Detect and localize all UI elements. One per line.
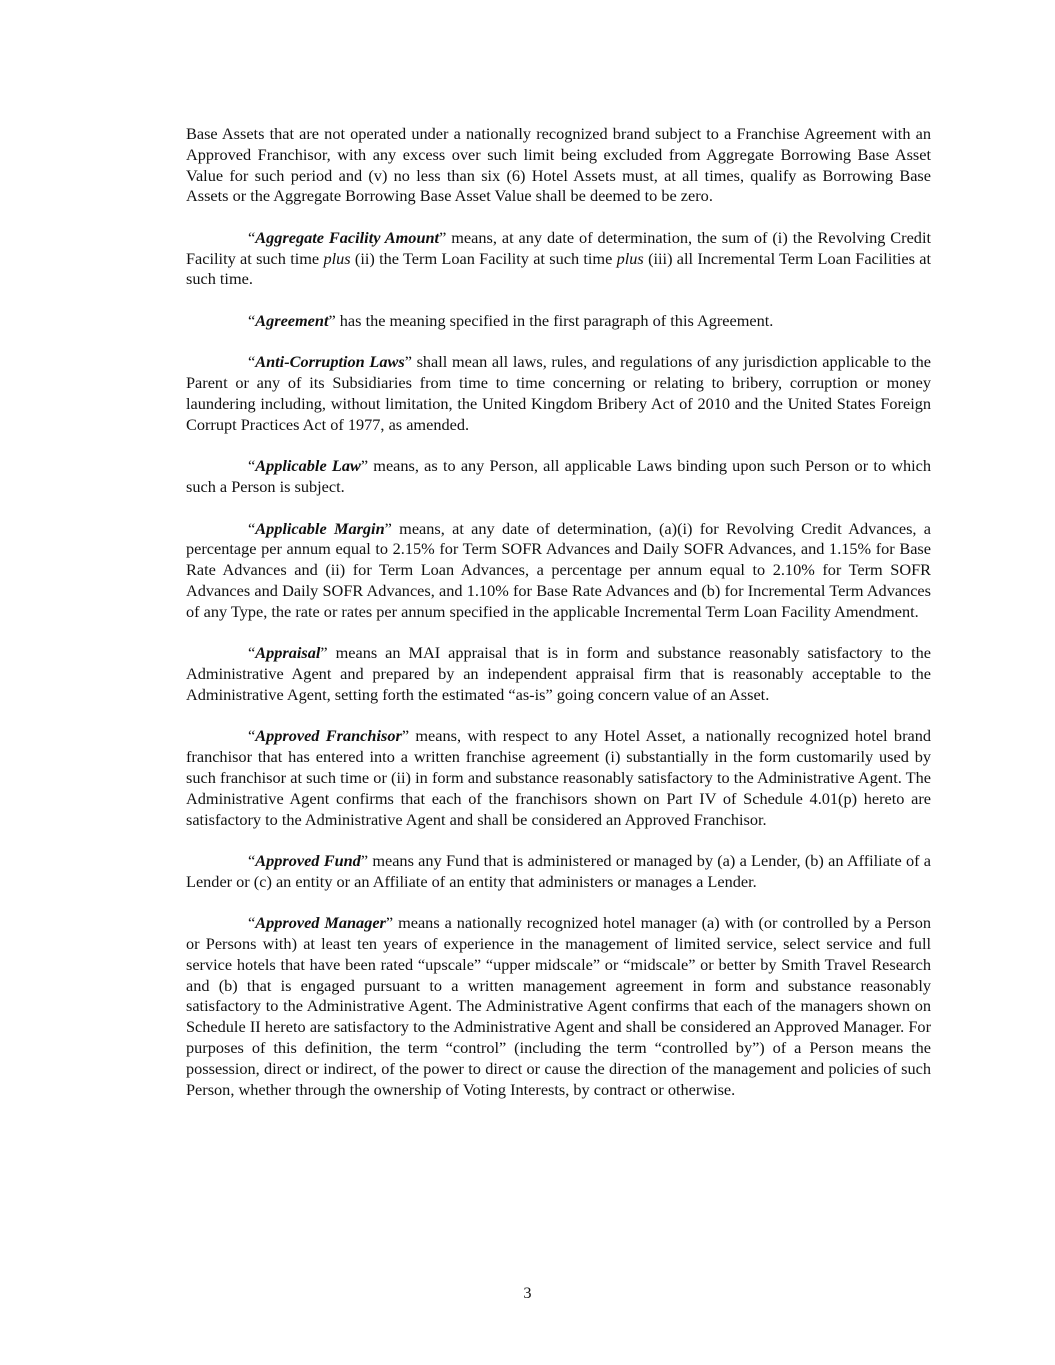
open-quote: “ bbox=[248, 227, 256, 247]
definition-text: ” shall mean all laws, rules, and regulations of any jurisdiction applicable to the Parent or any of its Subsidiaries from time to time concerning or relating to bribery, corruption or money laundering including, without limitation, the United Kingdom Bribery Act of 2010 and the United States Foreign Corrupt Practices Act of 1977, as amended. bbox=[186, 352, 931, 434]
definition-approved-fund bbox=[186, 851, 931, 893]
definition-applicable-law bbox=[186, 456, 931, 498]
definition-text: ” means a nationally recognized hotel manager (a) with (or controlled by a Person or Persons with) at least ten years of experience in the management of limited service, select service and full service hotels that have been rated “upscale” “upper midscale” or “midscale” or better by Smith Travel Research and (b) that is engaged pursuant to a written management agreement in form and substance reasonably satisfactory to the Administrative Agent. The Administrative Agent confirms that each of the managers shown on Schedule II hereto are satisfactory to the Administrative Agent and shall be considered an Approved Manager. For purposes of this definition, the term “control” (including the term “controlled by”) of a Person means the possession, direct or indirect, of the power to direct or cause the direction of the management and policies of such Person, whether through the ownership of Voting Interests, by contract or otherwise. bbox=[186, 913, 932, 1099]
definition-text: ” means, as to any Person, all applicable Laws binding upon such Person or to which such a Person is subject. bbox=[186, 456, 931, 497]
definition-text: ” means an MAI appraisal that is in form and substance reasonably satisfactory to the Administrative Agent and prepared by an independent appraisal firm that is reasonably acceptable to the Administrative Agent, setting forth the estimated “as-is” going concern value of an Asset. bbox=[186, 643, 931, 704]
defined-term: Approved Manager bbox=[255, 913, 386, 933]
paragraph-continuation bbox=[186, 124, 931, 207]
page-number: 3 bbox=[523, 1283, 532, 1302]
definition-text: ” means any Fund that is administered or managed by (a) a Lender, (b) an Affiliate of a Lender or (c) an entity or an Affiliate of an entity that administers or manages a Lender. bbox=[186, 851, 931, 891]
document-body bbox=[186, 124, 931, 1121]
open-quote: “ bbox=[248, 851, 256, 871]
definition-text: ” means, with respect to any Hotel Asset, a nationally recognized hotel brand franchisor that has entered into a written franchise agreement (i) substantially in the form customarily used by such franchisor at such time or (ii) in form and substance reasonably satisfactory to the Administrative Agent. The Administrative Agent confirms that each of the franchisors shown on Part IV of Schedule 4.01(p) hereto are satisfactory to the Administrative Agent and shall be considered an Approved Franchisor. bbox=[186, 726, 931, 829]
definition-text: ” means, at any date of determination, (a)(i) for Revolving Credit Advances, a percentage per annum equal to 2.15% for Term SOFR Advances and Daily SOFR Advances, and 1.15% for Base Rate Advances and (ii) for Term Loan Advances, a percentage per annum equal to 2.10% for Term SOFR Advances and Daily SOFR Advances, and 1.10% for Base Rate Advances and (b) for Incremental Term Advances of any Type, the rate or rates per annum specified in the applicable Incremental Term Loan Facility Amendment. bbox=[186, 518, 931, 621]
definition-text: (ii) the Term Loan Facility at such time bbox=[350, 248, 617, 268]
defined-term: Approved Fund bbox=[255, 851, 361, 871]
definition-applicable-margin bbox=[186, 519, 931, 623]
open-quote: “ bbox=[248, 726, 256, 746]
paragraph-text: Base Assets that are not operated under a nationally recognized brand subject to a Franchise Agreement with an Approved Franchisor, with any excess over such limit being excluded from Aggregate Borrowing Base Asset Value for such period and (v) no less than six (6) Hotel Assets must, at all times, qualify as Borrowing Base Assets or the Aggregate Borrowing Base Asset Value shall be deemed to be zero. bbox=[186, 124, 931, 206]
italic-word: plus bbox=[616, 248, 644, 268]
open-quote: “ bbox=[248, 352, 256, 372]
open-quote: “ bbox=[248, 518, 256, 538]
defined-term: Applicable Margin bbox=[255, 518, 385, 538]
definition-aggregate-facility-amount bbox=[186, 228, 931, 290]
definition-text: (iii) all Incremental Term Loan Facilities at such time. bbox=[186, 248, 931, 289]
definition-text: ” has the meaning specified in the first paragraph of this Agreement. bbox=[328, 310, 774, 330]
definition-approved-franchisor bbox=[186, 726, 931, 830]
defined-term: Anti-Corruption Laws bbox=[255, 352, 405, 372]
defined-term: Approved Franchisor bbox=[255, 726, 402, 746]
open-quote: “ bbox=[248, 913, 256, 933]
defined-term: Applicable Law bbox=[255, 456, 361, 476]
open-quote: “ bbox=[248, 310, 256, 330]
definition-appraisal bbox=[186, 643, 931, 705]
definition-anti-corruption-laws bbox=[186, 352, 931, 435]
definition-agreement bbox=[186, 311, 931, 332]
defined-term: Agreement bbox=[255, 310, 329, 330]
open-quote: “ bbox=[248, 643, 256, 663]
open-quote: “ bbox=[248, 456, 256, 476]
italic-word: plus bbox=[323, 248, 351, 268]
defined-term: Appraisal bbox=[255, 643, 321, 663]
definition-approved-manager bbox=[186, 913, 931, 1100]
defined-term: Aggregate Facility Amount bbox=[255, 227, 440, 247]
definition-text: ” means, at any date of determination, the sum of (i) the Revolving Credit Facility at such time bbox=[186, 227, 931, 268]
